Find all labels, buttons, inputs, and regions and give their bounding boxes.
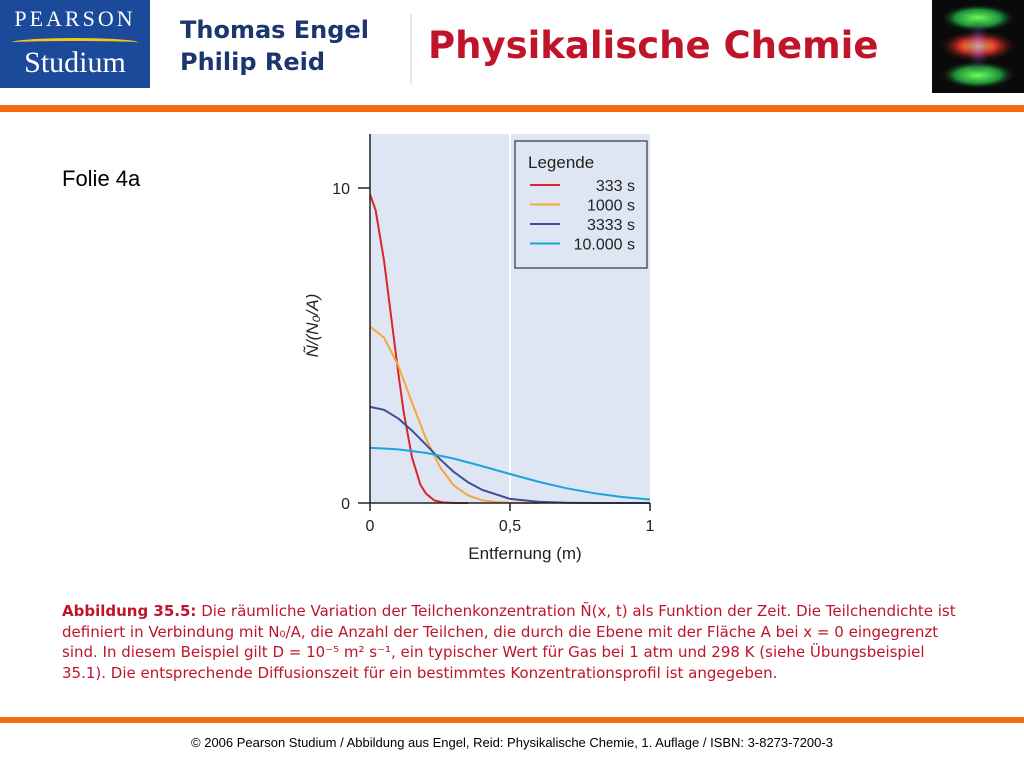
author-engel: Thomas Engel <box>180 16 369 44</box>
legend-entry-0: 333 s <box>595 178 635 195</box>
pearson-studium-logo <box>0 0 150 88</box>
x-tick-label-1: 0,5 <box>498 518 522 535</box>
x-tick-label-2: 1 <box>645 518 655 535</box>
orbital-cover-image <box>932 0 1024 93</box>
caption-text: Die räumliche Variation der Teilchenkonzentration Ñ(x, t) als Funktion der Zeit. Die Teilchendichte ist definiert in Verbindung mit N₀/A, die Anzahl der Teilchen, die durch die Ebene mit der Fläche A bei x = 0 eingegrenzt sind. In diesem Beispiel gilt D = 10⁻⁵ m² s⁻¹, ein typischer Wert für Gas bei 1 atm und 298 K (siehe Übungsbeispiel 35.1). Die entsprechende Diffusionszeit für ein bestimmtes Konzentrationsprofil ist angegeben. <box>62 602 956 682</box>
logo-studium-text: Studium <box>24 46 126 79</box>
book-title: Physikalische Chemie <box>428 24 879 67</box>
logo-pearson-text: PEARSON <box>14 6 136 31</box>
bottom-accent-bar <box>0 717 1024 723</box>
legend-title: Legende <box>528 153 595 172</box>
legend-entry-1: 1000 s <box>586 197 635 215</box>
y-tick-label-0: 0 <box>341 496 350 513</box>
slide-label: Folie 4a <box>62 166 141 191</box>
authors <box>180 14 369 78</box>
x-tick-label-0: 0 <box>365 518 375 535</box>
caption-lead: Abbildung 35.5: <box>62 602 197 620</box>
diffusion-chart <box>280 128 700 578</box>
author-reid: Philip Reid <box>180 48 326 76</box>
legend-entry-3: 10.000 s <box>573 236 635 254</box>
orbital-icon <box>932 0 1024 93</box>
y-axis-label: Ñ/(N₀/A) <box>303 293 322 358</box>
figure-caption <box>62 601 962 683</box>
footer-copyright: © 2006 Pearson Studium / Abbildung aus Engel, Reid: Physikalische Chemie, 1. Auflage / ISBN: 3-8273-7200-3 <box>191 735 833 750</box>
header-divider <box>410 14 412 84</box>
legend-entry-2: 3333 s <box>586 217 635 234</box>
y-tick-label-1: 10 <box>332 181 350 198</box>
x-axis-label: Entfernung (m) <box>468 544 582 563</box>
top-accent-bar <box>0 105 1024 112</box>
